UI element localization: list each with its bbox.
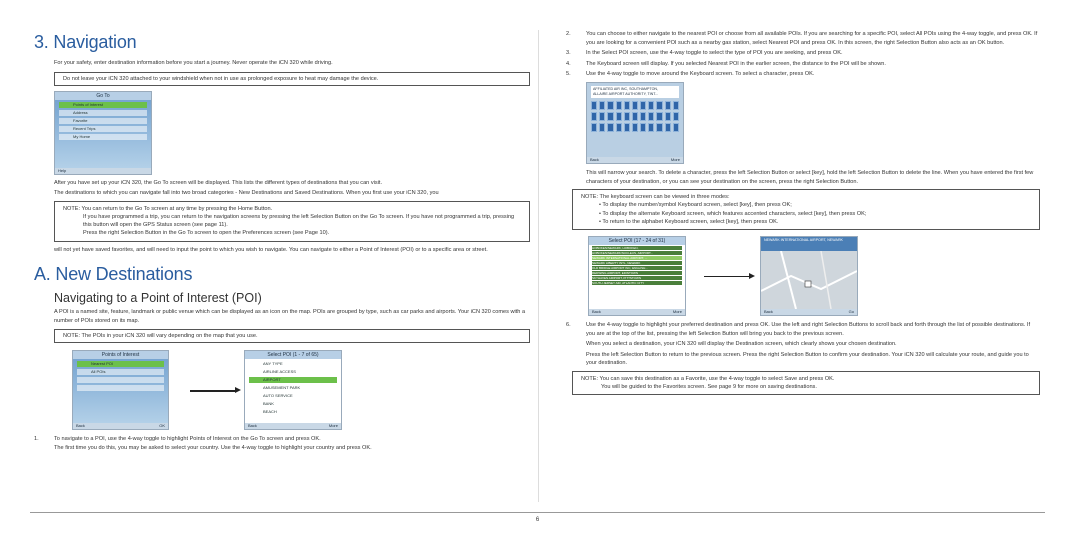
note-bullet: • To display the number/symbol Keyboard screen, select [key], then press OK; (599, 202, 792, 209)
arrow-icon (190, 390, 236, 392)
note-line: If you have programmed a trip, you can return to the navigation screens by pressing the left Selection Button on the Go To screen. If you have not programmed a trip, pressing this button will open the GPS Status screen (see page 11). (83, 213, 515, 229)
step-number: 2. (566, 31, 571, 37)
step-number: 1. (34, 436, 39, 443)
goto-item: My Home (59, 134, 147, 140)
poi-footer-left: Back (76, 423, 85, 429)
poi-description: A POI is a named site, feature, landmark or public venue which can be displayed as an icon on the map. POIs are grouped by type, such as car parks and airports. Your iCN 320 comes with a number of POIs stored on its map. (54, 309, 526, 324)
step-6-text-a: Use the 4-way toggle to highlight your preferred destination and press OK. Use the left and right Selection Buttons to scroll back and forth through the list of possible destinations. If you are at the top of the list, pressing the left Selection Button will bring you back to the previous screen. (586, 321, 1031, 337)
keyboard-result-row: AFFILIATED AIR INC, SOUTHAMPTON, (593, 86, 658, 91)
goto-footer-left: Help (58, 167, 67, 173)
note-box-favorite (572, 371, 1040, 395)
goto-screen-footer (55, 168, 151, 174)
select-poi-item: AIRLINE ACCESS (249, 369, 337, 375)
step-6-text-c: Press the left Selection Button to return to the previous screen. Press the right Selection Button to confirm your destination. Your iCN 320 will calculate your route, and guide you to your destination. (586, 351, 1029, 367)
footer-rule (30, 512, 1045, 513)
poi-screens-row (54, 348, 530, 432)
select-poi-2-row: SKYHAVEN AIRPORT, PITTSTOWN (592, 276, 682, 280)
step-number: 5. (566, 71, 571, 78)
warning-box: Do not leave your iCN 320 attached to your windshield when not in use as prolonged exposure to heat may damage the device. (54, 72, 530, 86)
step-number: 4. (566, 60, 571, 67)
note-bullet: • To return to the alphabet Keyboard screen, select [key], then press OK. (599, 218, 779, 225)
arrow-icon (704, 276, 750, 278)
keyboard-result-row: ALLAIRE AIRPORT AUTHORITY, TINT... (593, 91, 659, 96)
note-box-goto (54, 201, 530, 242)
step-5 (566, 70, 1040, 79)
keyboard-footer-left: Back (590, 156, 599, 162)
right-column (566, 30, 1040, 399)
select-poi-2-footer (589, 309, 685, 315)
note-line: NOTE: The keyboard screen can be viewed in three modes: (581, 194, 730, 201)
map-icon (761, 251, 857, 309)
goto-screenshot (54, 91, 152, 175)
step-4 (566, 60, 1040, 69)
destinations-text: The destinations to which you can navigate fall into two broad categories - New Destinations and Saved Destinations. When you first use your iCN 320, you (54, 190, 439, 197)
select-poi-item: BEACH (249, 409, 337, 415)
step-1 (34, 435, 530, 452)
select-poi-item: BANK (249, 401, 337, 407)
poi-item: Nearest POI (77, 361, 164, 367)
step-1-text-a: To navigate to a POI, use the 4-way toggle to highlight Points of Interest on the Go To screen and press OK. (54, 436, 321, 443)
step-4-text: The Keyboard screen will display. If you selected Nearest POI in the earlier screen, the distance to the POI will be shown. (586, 60, 886, 67)
goto-item: Points of Interest (59, 102, 147, 108)
step-1-text-b: The first time you do this, you may be asked to select your country. Use the 4-way toggle to highlight your country and press OK. (54, 444, 372, 451)
intro-text: For your safety, enter destination information before you start a journey. Never operate the iCN 320 while driving. (54, 60, 333, 66)
destination-screenshot (760, 236, 858, 316)
goto-item: Recent Trips (59, 126, 147, 132)
select-poi-footer-left: Back (248, 423, 257, 429)
step-number: 3. (566, 50, 571, 57)
note-line: NOTE: You can return to the Go To screen at any time by pressing the Home Button. (63, 205, 273, 212)
select-poi-2-screenshot (588, 236, 686, 316)
note-line: You will be guided to the Favorites screen. See page 9 for more on saving destinations. (601, 384, 817, 391)
section-title-new-destinations: A. New Destinations (34, 264, 193, 285)
note-line: NOTE: You can save this destination as a Favorite, use the 4-way toggle to select Save and press OK. (581, 375, 835, 382)
select-poi-screenshot (244, 350, 342, 430)
select-poi-2-row: SOUTH JERSEY AIR, ATLANTIC CITY (592, 281, 682, 285)
keyboard-results (591, 86, 679, 98)
step-2 (566, 30, 1040, 47)
poi-screen-title: Points of Interest (73, 351, 168, 359)
keyboard-footer-right: More (670, 156, 680, 162)
select-poi-item: AIRPORT (249, 377, 337, 383)
select-poi-2-row: REDWING AIRPORT, EDINTOWN (592, 271, 682, 275)
poi-screenshot (72, 350, 169, 430)
select-poi-2-row: HOBOKEN/NEWARK, HOBOKEN, (592, 246, 682, 250)
step-3-text: In the Select POI screen, use the 4-way toggle to select the type of POI you are seeking, and press OK. (586, 50, 843, 57)
select-poi-2-row: HOBOKEN/NEWARK/NUCLEUS, AIRPORT... (592, 251, 682, 255)
goto-screen-title: Go To (55, 92, 151, 100)
page-number: 6 (535, 517, 540, 523)
section-title-navigation: 3. Navigation (34, 32, 137, 52)
narrow-search-text: This will narrow your search. To delete a character, press the left Selection Button or select [key], hold the left Selection Button to delete the line. When you have entered the first few characters of your destination, or you can see your destination on the screen, press the right Selection Button. (586, 169, 1034, 185)
destination-header: NEWARK INTERNATIONAL AIRPORT, NEWARK (761, 237, 857, 251)
step-5-text: Use the 4-way toggle to move around the Keyboard screen. To select a character, press OK. (586, 71, 815, 78)
destination-footer-right: Go (848, 308, 854, 314)
subtitle-poi: Navigating to a Point of Interest (POI) (54, 291, 262, 306)
step-6-text-b: When you select a destination, your iCN 320 will display the Destination screen, which clearly shows your chosen destination. (586, 341, 897, 348)
select-poi-item: AUTO SERVICE (249, 393, 337, 399)
left-column (34, 30, 530, 455)
destination-footer (761, 309, 857, 315)
select-poi-title: Select POI (1 - 7 of 65) (245, 351, 341, 359)
destination-screens-row (586, 234, 1040, 318)
poi-screen-footer (73, 423, 168, 429)
select-poi-2-row: OLD BRIDGE AIRPORT INC, ENGLISH... (592, 266, 682, 270)
column-gutter (538, 30, 539, 502)
step-number: 6. (566, 321, 571, 328)
note-bullet: • To display the alternate Keyboard screen, which features accented characters, select [key], then press OK; (599, 210, 867, 217)
goto-item: Favorite (59, 118, 147, 124)
note-line: Press the right Selection Button in the Go To screen to open the Preferences screen (see Page 10). (83, 230, 330, 237)
note-box-poi: NOTE: The POIs in your iCN 320 will vary depending on the map that you use. (54, 329, 530, 343)
continued-text: will not yet have saved favorites, and will need to input the point to which you wish to navigate. You can navigate to either a Point of Interest (POI) or to a specific area or street. (54, 246, 488, 253)
select-poi-item: ANY TYPE (249, 361, 337, 367)
poi-item (77, 385, 164, 391)
step-3 (566, 49, 1040, 58)
poi-item (77, 377, 164, 383)
select-poi-2-footer-right: More (672, 308, 682, 314)
step-text (54, 435, 372, 452)
select-poi-footer-right: More (328, 423, 338, 429)
keyboard-grid (587, 98, 683, 135)
select-poi-footer (245, 423, 341, 429)
select-poi-2-row: NEWARK INTERNATIONAL AIRPORT, ... (592, 256, 682, 260)
select-poi-2-title: Select POI (17 - 24 of 31) (589, 237, 685, 245)
select-poi-2-footer-left: Back (592, 308, 601, 314)
poi-item: All POIs (77, 369, 164, 375)
poi-footer-right: OK (159, 423, 165, 429)
keyboard-footer (587, 157, 683, 163)
select-poi-item: AMUSEMENT PARK (249, 385, 337, 391)
select-poi-2-row: NEWARK LIBERTY INTL, NEWARK (592, 261, 682, 265)
step-6 (566, 321, 1040, 368)
step-2-text: You can choose to either navigate to the nearest POI or choose from all available POIs. If you are searching for a specific POI, select All POIs using the 4-way toggle, and press OK. If you are looking for a convenient POI such as a nearby gas station, select Nearest POI and press OK. In this screen, the right Selection Button also acts as an OK button. (586, 31, 1038, 46)
destination-footer-left: Back (764, 308, 773, 314)
keyboard-screenshot (586, 82, 684, 164)
after-setup-text: After you have set up your iCN 320, the Go To screen will be displayed. This lists the different types of destinations that you can visit. (54, 179, 383, 186)
goto-item: Address (59, 110, 147, 116)
step-6-text (586, 321, 1040, 368)
note-box-keyboard (572, 189, 1040, 230)
